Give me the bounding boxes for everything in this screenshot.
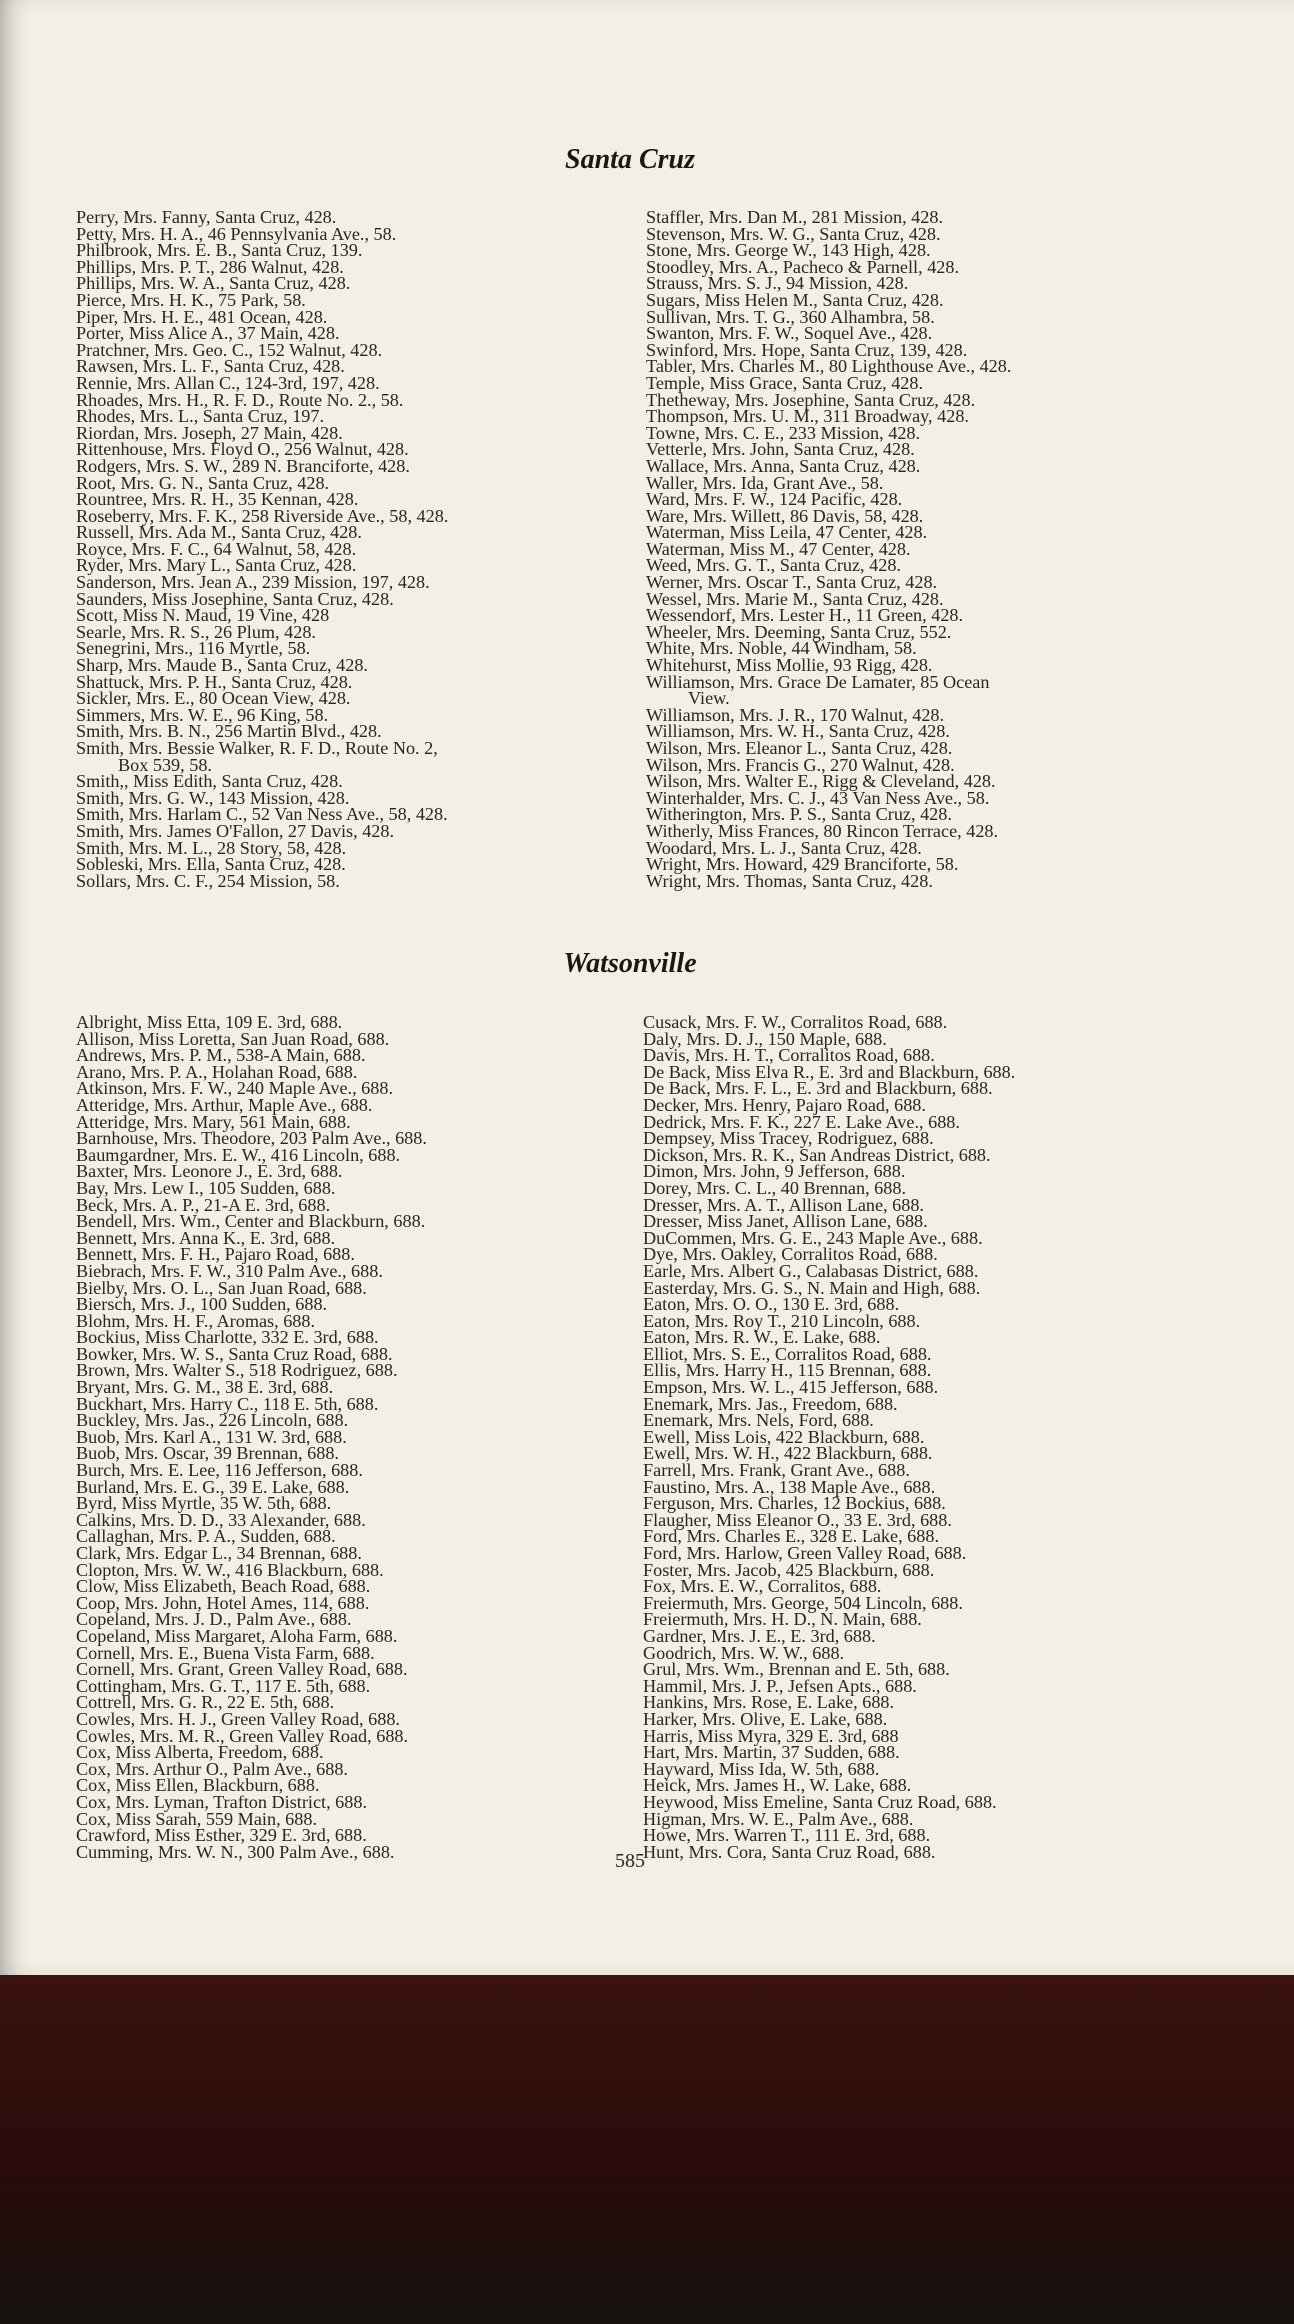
list-item: Buckley, Mrs. Jas., 226 Lincoln, 688. bbox=[76, 1410, 349, 1431]
list-item: Sollars, Mrs. C. F., 254 Mission, 58. bbox=[76, 870, 340, 891]
list-item: Bockius, Miss Charlotte, 332 E. 3rd, 688. bbox=[76, 1327, 379, 1348]
list-item: Swinford, Mrs. Hope, Santa Cruz, 139, 428. bbox=[646, 339, 968, 360]
list-item: Cowles, Mrs. M. R., Green Valley Road, 688. bbox=[76, 1725, 409, 1746]
list-item: Stone, Mrs. George W., 143 High, 428. bbox=[646, 240, 931, 261]
list-item: Bryant, Mrs. G. M., 38 E. 3rd, 688. bbox=[76, 1377, 334, 1398]
list-item: Smith,, Miss Edith, Santa Cruz, 428. bbox=[76, 771, 343, 792]
list-item: Cox, Mrs. Arthur O., Palm Ave., 688. bbox=[76, 1758, 348, 1779]
list-item: Searle, Mrs. R. S., 26 Plum, 428. bbox=[76, 621, 316, 642]
list-item: Albright, Miss Etta, 109 E. 3rd, 688. bbox=[76, 1012, 343, 1032]
list-item: Witherington, Mrs. P. S., Santa Cruz, 428. bbox=[646, 804, 952, 825]
list-item: Swanton, Mrs. F. W., Soquel Ave., 428. bbox=[646, 323, 933, 344]
list-item: Cox, Miss Sarah, 559 Main, 688. bbox=[76, 1808, 317, 1829]
list-item: Smith, Mrs. M. L., 28 Story, 58, 428. bbox=[76, 837, 347, 858]
list-item: Wallace, Mrs. Anna, Santa Cruz, 428. bbox=[646, 455, 921, 476]
list-item: Phillips, Mrs. P. T., 286 Walnut, 428. bbox=[76, 256, 344, 277]
list-item: Dickson, Mrs. R. K., San Andreas District, 688. bbox=[643, 1144, 991, 1165]
list-item: Towne, Mrs. C. E., 233 Mission, 428. bbox=[646, 422, 921, 443]
page-number: 585 bbox=[615, 1850, 645, 1872]
list-item: Ryder, Mrs. Mary L., Santa Cruz, 428. bbox=[76, 555, 357, 576]
list-item: Sanderson, Mrs. Jean A., 239 Mission, 197, 428. bbox=[76, 572, 430, 593]
list-item: Wilson, Mrs. Eleanor L., Santa Cruz, 428. bbox=[646, 738, 953, 758]
list-item: Buob, Mrs. Karl A., 131 W. 3rd, 688. bbox=[76, 1426, 347, 1447]
list-item: Strauss, Mrs. S. J., 94 Mission, 428. bbox=[646, 273, 909, 294]
list-item: Blohm, Mrs. H. F., Aromas, 688. bbox=[76, 1310, 316, 1331]
list-item: Werner, Mrs. Oscar T., Santa Cruz, 428. bbox=[646, 572, 938, 593]
list-item: Petty, Mrs. H. A., 46 Pennsylvania Ave., 58. bbox=[76, 223, 397, 244]
list-item: Cowles, Mrs. H. J., Green Valley Road, 688. bbox=[76, 1708, 400, 1729]
list-item: Hankins, Mrs. Rose, E. Lake, 688. bbox=[643, 1692, 895, 1713]
list-item: Russell, Mrs. Ada M., Santa Cruz, 428. bbox=[76, 522, 362, 543]
list-item: Biersch, Mrs. J., 100 Sudden, 688. bbox=[76, 1294, 328, 1315]
list-item: Calkins, Mrs. D. D., 33 Alexander, 688. bbox=[76, 1509, 366, 1530]
list-item: DuCommen, Mrs. G. E., 243 Maple Ave., 688. bbox=[643, 1227, 983, 1248]
list-item: Rhoades, Mrs. H., R. F. D., Route No. 2., 58. bbox=[76, 389, 404, 410]
list-item: Porter, Miss Alice A., 37 Main, 428. bbox=[76, 323, 340, 344]
list-item: De Back, Mrs. F. L., E. 3rd and Blackburn, 688. bbox=[643, 1078, 993, 1099]
watsonville-left-column bbox=[76, 1014, 427, 1860]
list-item: Hayward, Miss Ida, W. 5th, 688. bbox=[643, 1758, 880, 1779]
list-item: Riordan, Mrs. Joseph, 27 Main, 428. bbox=[76, 422, 343, 443]
list-item: Perry, Mrs. Fanny, Santa Cruz, 428. bbox=[76, 207, 337, 227]
list-item: View. bbox=[688, 688, 730, 709]
list-item: Ewell, Mrs. W. H., 422 Blackburn, 688. bbox=[643, 1443, 933, 1464]
list-item: Atteridge, Mrs. Mary, 561 Main, 688. bbox=[76, 1111, 351, 1132]
list-item: De Back, Miss Elva R., E. 3rd and Blackburn, 688. bbox=[643, 1061, 1016, 1082]
list-item: Rhodes, Mrs. L., Santa Cruz, 197. bbox=[76, 406, 325, 427]
list-item: Royce, Mrs. F. C., 64 Walnut, 58, 428. bbox=[76, 538, 357, 559]
list-item: Coop, Mrs. John, Hotel Ames, 114, 688. bbox=[76, 1592, 370, 1613]
list-item: Phillips, Mrs. W. A., Santa Cruz, 428. bbox=[76, 273, 351, 294]
list-item: Wilson, Mrs. Walter E., Rigg & Cleveland, 428. bbox=[646, 771, 996, 792]
list-item: Sullivan, Mrs. T. G., 360 Alhambra, 58. bbox=[646, 306, 935, 327]
list-item: Hunt, Mrs. Cora, Santa Cruz Road, 688. bbox=[643, 1841, 936, 1862]
list-item: Grul, Mrs. Wm., Brennan and E. 5th, 688. bbox=[643, 1659, 950, 1680]
list-item: Byrd, Miss Myrtle, 35 W. 5th, 688. bbox=[76, 1493, 332, 1514]
list-item: Easterday, Mrs. G. S., N. Main and High, 688. bbox=[643, 1277, 981, 1298]
list-item: Ford, Mrs. Charles E., 328 E. Lake, 688. bbox=[643, 1526, 940, 1547]
list-item: Decker, Mrs. Henry, Pajaro Road, 688. bbox=[643, 1094, 926, 1115]
list-item: Baumgardner, Mrs. E. W., 416 Lincoln, 688. bbox=[76, 1144, 401, 1165]
list-item: Roseberry, Mrs. F. K., 258 Riverside Ave., 58, 428. bbox=[76, 505, 449, 526]
list-item: Freiermuth, Mrs. George, 504 Lincoln, 688. bbox=[643, 1592, 963, 1613]
list-item: Bay, Mrs. Lew I., 105 Sudden, 688. bbox=[76, 1177, 336, 1198]
list-item: Vetterle, Mrs. John, Santa Cruz, 428. bbox=[646, 439, 915, 460]
list-item: Dorey, Mrs. C. L., 40 Brennan, 688. bbox=[643, 1177, 907, 1198]
list-item: Bielby, Mrs. O. L., San Juan Road, 688. bbox=[76, 1277, 367, 1298]
list-item: Harker, Mrs. Olive, E. Lake, 688. bbox=[643, 1708, 888, 1729]
list-item: Foster, Mrs. Jacob, 425 Blackburn, 688. bbox=[643, 1559, 935, 1580]
section-title-santa-cruz: Santa Cruz bbox=[565, 144, 695, 175]
list-item: Buob, Mrs. Oscar, 39 Brennan, 688. bbox=[76, 1443, 339, 1464]
list-item: Cottrell, Mrs. G. R., 22 E. 5th, 688. bbox=[76, 1692, 335, 1713]
list-item: Stevenson, Mrs. W. G., Santa Cruz, 428. bbox=[646, 223, 941, 244]
list-item: Empson, Mrs. W. L., 415 Jefferson, 688. bbox=[643, 1377, 939, 1398]
background-surface bbox=[0, 1975, 1294, 2324]
list-item: Callaghan, Mrs. P. A., Sudden, 688. bbox=[76, 1526, 336, 1547]
list-item: Daly, Mrs. D. J., 150 Maple, 688. bbox=[643, 1028, 887, 1049]
list-item: Weed, Mrs. G. T., Santa Cruz, 428. bbox=[646, 555, 901, 576]
list-item: Clow, Miss Elizabeth, Beach Road, 688. bbox=[76, 1576, 371, 1597]
list-item: Elliot, Mrs. S. E., Corralitos Road, 688. bbox=[643, 1343, 932, 1364]
list-item: Simmers, Mrs. W. E., 96 King, 58. bbox=[76, 704, 329, 725]
list-item: Bennett, Mrs. F. H., Pajaro Road, 688. bbox=[76, 1244, 355, 1265]
list-item: Andrews, Mrs. P. M., 538-A Main, 688. bbox=[76, 1045, 366, 1066]
list-item: Smith, Mrs. Bessie Walker, R. F. D., Route No. 2, bbox=[76, 738, 438, 758]
list-item: Smith, Mrs. Harlam C., 52 Van Ness Ave., 58, 428. bbox=[76, 804, 448, 825]
list-item: Atkinson, Mrs. F. W., 240 Maple Ave., 688. bbox=[76, 1078, 393, 1099]
list-item: Enemark, Mrs. Jas., Freedom, 688. bbox=[643, 1393, 898, 1414]
list-item: Allison, Miss Loretta, San Juan Road, 688. bbox=[76, 1028, 390, 1049]
list-item: Ewell, Miss Lois, 422 Blackburn, 688. bbox=[643, 1426, 925, 1447]
list-item: Bennett, Mrs. Anna K., E. 3rd, 688. bbox=[76, 1227, 336, 1248]
list-item: Philbrook, Mrs. E. B., Santa Cruz, 139. bbox=[76, 240, 363, 261]
list-item: Root, Mrs. G. N., Santa Cruz, 428. bbox=[76, 472, 330, 493]
list-item: Freiermuth, Mrs. H. D., N. Main, 688. bbox=[643, 1609, 922, 1630]
list-item: Bendell, Mrs. Wm., Center and Blackburn, 688. bbox=[76, 1211, 426, 1232]
list-item: Ellis, Mrs. Harry H., 115 Brennan, 688. bbox=[643, 1360, 932, 1381]
list-item: Barnhouse, Mrs. Theodore, 203 Palm Ave., 688. bbox=[76, 1128, 427, 1149]
list-item: Wilson, Mrs. Francis G., 270 Walnut, 428. bbox=[646, 754, 955, 775]
list-item: Cumming, Mrs. W. N., 300 Palm Ave., 688. bbox=[76, 1841, 395, 1862]
list-item: Ford, Mrs. Harlow, Green Valley Road, 688. bbox=[643, 1543, 967, 1563]
list-item: Pierce, Mrs. H. K., 75 Park, 58. bbox=[76, 289, 306, 310]
list-item: Cottingham, Mrs. G. T., 117 E. 5th, 688. bbox=[76, 1675, 371, 1696]
list-item: Biebrach, Mrs. F. W., 310 Palm Ave., 688. bbox=[76, 1260, 383, 1281]
list-item: Witherly, Miss Frances, 80 Rincon Terrace, 428. bbox=[646, 820, 999, 841]
santa-cruz-left-column bbox=[76, 209, 448, 889]
list-item: Smith, Mrs. B. N., 256 Martin Blvd., 428. bbox=[76, 721, 382, 742]
list-item: Stoodley, Mrs. A., Pacheco & Parnell, 428. bbox=[646, 256, 960, 277]
list-item: Earle, Mrs. Albert G., Calabasas District, 688. bbox=[643, 1260, 979, 1281]
list-item: Copeland, Mrs. J. D., Palm Ave., 688. bbox=[76, 1609, 352, 1630]
list-item: Shattuck, Mrs. P. H., Santa Cruz, 428. bbox=[76, 671, 353, 692]
list-item: Tabler, Mrs. Charles M., 80 Lighthouse Ave., 428. bbox=[646, 356, 1012, 377]
list-item: Atteridge, Mrs. Arthur, Maple Ave., 688. bbox=[76, 1094, 373, 1115]
list-item: Williamson, Mrs. J. R., 170 Walnut, 428. bbox=[646, 704, 945, 725]
list-item: Faustino, Mrs. A., 138 Maple Ave., 688. bbox=[643, 1476, 936, 1497]
list-item: Piper, Mrs. H. E., 481 Ocean, 428. bbox=[76, 306, 328, 327]
list-item: Saunders, Miss Josephine, Santa Cruz, 428. bbox=[76, 588, 394, 609]
list-item: Enemark, Mrs. Nels, Ford, 688. bbox=[643, 1410, 874, 1431]
list-item: Higman, Mrs. W. E., Palm Ave., 688. bbox=[643, 1808, 914, 1829]
list-item: Dye, Mrs. Oakley, Corralitos Road, 688. bbox=[643, 1244, 938, 1265]
list-item: Woodard, Mrs. L. J., Santa Cruz, 428. bbox=[646, 837, 922, 858]
list-item: Waller, Mrs. Ida, Grant Ave., 58. bbox=[646, 472, 884, 493]
list-item: Dedrick, Mrs. F. K., 227 E. Lake Ave., 688. bbox=[643, 1111, 960, 1132]
list-item: Cornell, Mrs. E., Buena Vista Farm, 688. bbox=[76, 1642, 375, 1663]
list-item: Sobleski, Mrs. Ella, Santa Cruz, 428. bbox=[76, 854, 346, 875]
list-item: Waterman, Miss Leila, 47 Center, 428. bbox=[646, 522, 928, 543]
list-item: Goodrich, Mrs. W. W., 688. bbox=[643, 1642, 845, 1663]
list-item: Wessendorf, Mrs. Lester H., 11 Green, 428. bbox=[646, 605, 964, 626]
list-item: Howe, Mrs. Warren T., 111 E. 3rd, 688. bbox=[643, 1825, 931, 1846]
list-item: Crawford, Miss Esther, 329 E. 3rd, 688. bbox=[76, 1825, 367, 1846]
list-item: Beck, Mrs. A. P., 21-A E. 3rd, 688. bbox=[76, 1194, 331, 1215]
list-item: Cox, Miss Ellen, Blackburn, 688. bbox=[76, 1775, 320, 1796]
list-item: Dresser, Miss Janet, Allison Lane, 688. bbox=[643, 1211, 928, 1232]
list-item: Smith, Mrs. James O'Fallon, 27 Davis, 428. bbox=[76, 820, 395, 841]
list-item: Ferguson, Mrs. Charles, 12 Bockius, 688. bbox=[643, 1493, 946, 1514]
list-item: Arano, Mrs. P. A., Holahan Road, 688. bbox=[76, 1061, 358, 1082]
list-item: Pratchner, Mrs. Geo. C., 152 Walnut, 428. bbox=[76, 339, 383, 360]
list-item: Wright, Mrs. Thomas, Santa Cruz, 428. bbox=[646, 870, 933, 891]
list-item: Burch, Mrs. E. Lee, 116 Jefferson, 688. bbox=[76, 1460, 363, 1481]
list-item: Brown, Mrs. Walter S., 518 Rodriguez, 688. bbox=[76, 1360, 398, 1381]
list-item: Rawsen, Mrs. L. F., Santa Cruz, 428. bbox=[76, 356, 345, 377]
list-item: Eaton, Mrs. O. O., 130 E. 3rd, 688. bbox=[643, 1294, 900, 1315]
list-item: Staffler, Mrs. Dan M., 281 Mission, 428. bbox=[646, 207, 944, 227]
list-item: Buckhart, Mrs. Harry C., 118 E. 5th, 688. bbox=[76, 1393, 379, 1414]
list-item: Smith, Mrs. G. W., 143 Mission, 428. bbox=[76, 787, 350, 808]
list-item: Harris, Miss Myra, 329 E. 3rd, 688 bbox=[643, 1725, 899, 1746]
list-item: Bowker, Mrs. W. S., Santa Cruz Road, 688. bbox=[76, 1343, 393, 1364]
list-item: Eaton, Mrs. Roy T., 210 Lincoln, 688. bbox=[643, 1310, 921, 1331]
list-item: Ware, Mrs. Willett, 86 Davis, 58, 428. bbox=[646, 505, 924, 526]
list-item: Thetheway, Mrs. Josephine, Santa Cruz, 428. bbox=[646, 389, 976, 410]
list-item: Fox, Mrs. E. W., Corralitos, 688. bbox=[643, 1576, 882, 1597]
list-item: Box 539, 58. bbox=[118, 754, 212, 775]
list-item: Clopton, Mrs. W. W., 416 Blackburn, 688. bbox=[76, 1559, 384, 1580]
list-item: Cusack, Mrs. F. W., Corralitos Road, 688. bbox=[643, 1012, 948, 1032]
list-item: Flaugher, Miss Eleanor O., 33 E. 3rd, 688. bbox=[643, 1509, 952, 1530]
list-item: Williamson, Mrs. W. H., Santa Cruz, 428. bbox=[646, 721, 950, 742]
list-item: Whitehurst, Miss Mollie, 93 Rigg, 428. bbox=[646, 655, 933, 676]
santa-cruz-right-column bbox=[646, 209, 1011, 889]
list-item: Rittenhouse, Mrs. Floyd O., 256 Walnut, 428. bbox=[76, 439, 409, 460]
list-item: Thompson, Mrs. U. M., 311 Broadway, 428. bbox=[646, 406, 969, 427]
list-item: Wright, Mrs. Howard, 429 Branciforte, 58. bbox=[646, 854, 959, 875]
list-item: Farrell, Mrs. Frank, Grant Ave., 688. bbox=[643, 1460, 910, 1481]
list-item: Dempsey, Miss Tracey, Rodriguez, 688. bbox=[643, 1128, 934, 1149]
list-item: Dimon, Mrs. John, 9 Jefferson, 688. bbox=[643, 1161, 906, 1182]
list-item: Hammil, Mrs. J. P., Jefsen Apts., 688. bbox=[643, 1675, 917, 1696]
list-item: Wheeler, Mrs. Deeming, Santa Cruz, 552. bbox=[646, 621, 952, 642]
list-item: Rennie, Mrs. Allan C., 124-3rd, 197, 428. bbox=[76, 372, 380, 393]
list-item: Burland, Mrs. E. G., 39 E. Lake, 688. bbox=[76, 1476, 350, 1497]
list-item: Cornell, Mrs. Grant, Green Valley Road, 688. bbox=[76, 1659, 408, 1680]
list-item: Scott, Miss N. Maud, 19 Vine, 428 bbox=[76, 605, 330, 626]
list-item: Temple, Miss Grace, Santa Cruz, 428. bbox=[646, 372, 924, 393]
list-item: Winterhalder, Mrs. C. J., 43 Van Ness Ave., 58. bbox=[646, 787, 990, 808]
list-item: Rountree, Mrs. R. H., 35 Kennan, 428. bbox=[76, 489, 359, 510]
list-item: Cox, Miss Alberta, Freedom, 688. bbox=[76, 1742, 324, 1763]
list-item: Clark, Mrs. Edgar L., 34 Brennan, 688. bbox=[76, 1543, 362, 1563]
list-item: Rodgers, Mrs. S. W., 289 N. Branciforte, 428. bbox=[76, 455, 410, 476]
list-item: Gardner, Mrs. J. E., E. 3rd, 688. bbox=[643, 1625, 876, 1646]
list-item: Senegrini, Mrs., 116 Myrtle, 58. bbox=[76, 638, 311, 659]
list-item: Baxter, Mrs. Leonore J., E. 3rd, 688. bbox=[76, 1161, 343, 1182]
list-item: Heick, Mrs. James H., W. Lake, 688. bbox=[643, 1775, 912, 1796]
list-item: Wessel, Mrs. Marie M., Santa Cruz, 428. bbox=[646, 588, 944, 609]
watsonville-right-column bbox=[643, 1014, 1015, 1860]
list-item: Sharp, Mrs. Maude B., Santa Cruz, 428. bbox=[76, 655, 368, 676]
list-item: Heywood, Miss Emeline, Santa Cruz Road, 688. bbox=[643, 1791, 997, 1812]
list-item: Dresser, Mrs. A. T., Allison Lane, 688. bbox=[643, 1194, 924, 1215]
list-item: Waterman, Miss M., 47 Center, 428. bbox=[646, 538, 911, 559]
list-item: Copeland, Miss Margaret, Aloha Farm, 688. bbox=[76, 1625, 398, 1646]
list-item: Ward, Mrs. F. W., 124 Pacific, 428. bbox=[646, 489, 903, 510]
list-item: White, Mrs. Noble, 44 Windham, 58. bbox=[646, 638, 917, 659]
list-item: Cox, Mrs. Lyman, Trafton District, 688. bbox=[76, 1791, 368, 1812]
section-title-watsonville: Watsonville bbox=[563, 948, 697, 979]
list-item: Sugars, Miss Helen M., Santa Cruz, 428. bbox=[646, 289, 944, 310]
list-item: Sickler, Mrs. E., 80 Ocean View, 428. bbox=[76, 688, 351, 709]
list-item: Williamson, Mrs. Grace De Lamater, 85 Ocean bbox=[646, 671, 990, 692]
list-item: Davis, Mrs. H. T., Corralitos Road, 688. bbox=[643, 1045, 935, 1066]
list-item: Eaton, Mrs. R. W., E. Lake, 688. bbox=[643, 1327, 881, 1348]
list-item: Hart, Mrs. Martin, 37 Sudden, 688. bbox=[643, 1742, 900, 1763]
